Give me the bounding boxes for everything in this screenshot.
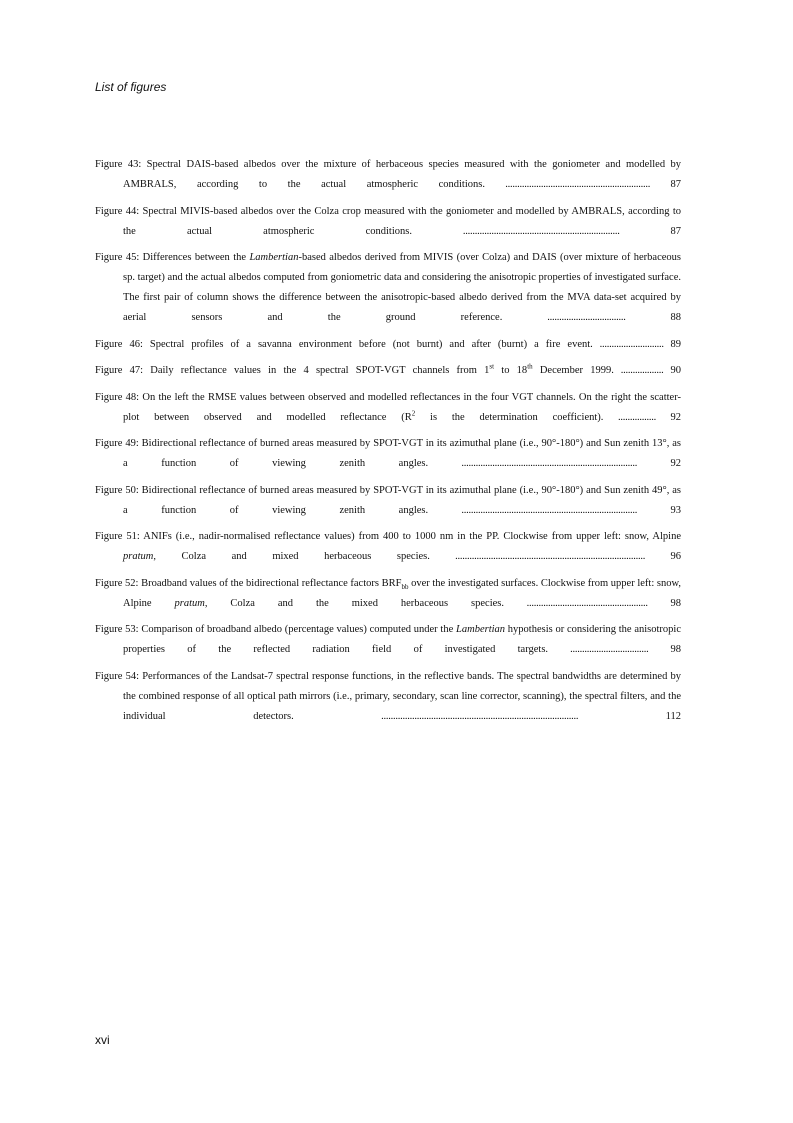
entry-italic-term: pratum	[174, 597, 205, 609]
entry-page-number: 98	[670, 597, 681, 609]
entry-page-number: 98	[670, 644, 681, 655]
dot-leader: ................	[603, 411, 671, 423]
dot-leader: ...........................	[592, 338, 671, 350]
entry-text: Figure 54: Performances of the Landsat-7 spectral response functions, in the reflective bands. The spectral bandwidths are determined by the combined response of all optical path mirrors (i.e., primary, secondary, scan line corrector, scanning), the spectral filters, and the individual detectors.	[95, 670, 681, 722]
entry-text: Figure 48: On the left the RMSE values between observed and modelled reflectances in the four VGT channels. On the right the scatter-plot between observed and modelled reflectance (R	[95, 391, 681, 423]
entry-subscript: bb	[401, 582, 409, 591]
entry-page-number: 96	[670, 551, 681, 562]
dot-leader: ...................................................................................	[293, 710, 666, 722]
toc-entry-figure-50[interactable]	[95, 481, 681, 521]
entry-page-number: 93	[670, 504, 681, 516]
entry-text: Figure 46: Spectral profiles of a savanna environment before (not burnt) and after (burnt) a fire event.	[95, 338, 593, 350]
dot-leader: .................................	[502, 312, 671, 323]
entry-text: Figure 43: Spectral DAIS-based albedos over the mixture of herbaceous species measured with the goniometer and modelled by AMBRALS, according to the actual atmospheric conditions.	[95, 159, 681, 190]
running-header: List of figures	[95, 80, 167, 94]
entry-text: Figure 47: Daily reflectance values in the 4 spectral SPOT-VGT channels from 1	[95, 365, 490, 376]
toc-entry-figure-44[interactable]	[95, 202, 681, 242]
entry-page-number: 88	[670, 312, 681, 323]
entry-page-number: 87	[670, 225, 681, 237]
entry-text: Figure 45: Differences between the	[95, 252, 247, 263]
dot-leader: ..........................................................................	[428, 458, 671, 469]
entry-text: hypothesis or considering the anisotropic properties of the reflected radiation field of investigated targets.	[123, 624, 681, 655]
entry-text: Figure 49: Bidirectional reflectance of burned areas measured by SPOT-VGT in its azimuthal plane (i.e., 90°-180°) and Sun zenith 13°, as a function of viewing zenith angles.	[95, 438, 681, 469]
toc-entry-figure-43[interactable]	[95, 155, 681, 195]
entry-text: Figure 44: Spectral MIVIS-based albedos over the Colza crop measured with the goniometer and modelled by AMBRALS, according to the actual atmospheric conditions.	[95, 205, 681, 237]
entry-text: Figure 53: Comparison of broadband albedo (percentage values) computed under the	[95, 624, 457, 635]
entry-text: Figure 51: ANIFs (i.e., nadir-normalised reflectance values) from 400 to 1000 nm in the PP. Clockwise from upper left: snow, Alpine	[95, 531, 681, 542]
entry-text: -based albedos derived from MIVIS (over Colza) and DAIS (over mixture of herbaceous sp. target) and the actual albedos computed from goniometric data and considering the anisotropic properties of investigated surface. The first pair of column shows the difference between the anisotropic-based albedo derived from the MVA data-set acquired by aerial sensors and the ground reference.	[123, 252, 681, 323]
entry-text: , Colza and mixed herbaceous species.	[153, 551, 430, 562]
entry-text: December 1999.	[532, 365, 614, 376]
entry-page-number: 89	[670, 338, 682, 350]
entry-text: is the determination coefficient).	[415, 411, 604, 423]
dot-leader: ...................................................	[504, 597, 671, 609]
entry-text: to 18	[494, 365, 528, 376]
toc-entry-figure-54[interactable]	[95, 667, 681, 727]
toc-entry-figure-52[interactable]	[95, 574, 681, 614]
toc-entry-figure-46[interactable]	[95, 335, 681, 355]
entry-text: over the investigated surfaces. Clockwise from upper left: snow, Alpine	[123, 577, 681, 609]
entry-text: Figure 52: Broadband values of the bidirectional reflectance factors BRF	[95, 577, 402, 589]
entry-text: Figure 50: Bidirectional reflectance of burned areas measured by SPOT-VGT in its azimuthal plane (i.e., 90°-180°) and Sun zenith 49°, as a function of viewing zenith angles.	[95, 484, 681, 516]
dot-leader: .............................................................	[484, 179, 671, 190]
entry-page-number: 92	[670, 458, 681, 469]
entry-page-number: 87	[670, 179, 681, 190]
toc-entry-figure-45[interactable]	[95, 248, 681, 328]
entry-page-number: 90	[670, 365, 681, 376]
toc-entry-figure-49[interactable]	[95, 434, 681, 474]
dot-leader: ..........................................................................	[428, 504, 671, 516]
dot-leader: ..................	[613, 365, 671, 376]
dot-leader: .................................	[548, 644, 671, 655]
entry-superscript: 2	[411, 409, 416, 417]
entry-italic-term: Lambertian	[456, 624, 506, 635]
entry-page-number: 92	[670, 411, 681, 423]
entry-italic-term: Lambertian	[249, 252, 299, 263]
entry-page-number: 112	[665, 710, 681, 722]
dot-leader: ..................................................................	[411, 225, 671, 237]
entry-superscript: st	[489, 362, 495, 371]
entry-italic-term: pratum	[123, 551, 154, 562]
page-number: xvi	[95, 1033, 110, 1047]
toc-entry-figure-51[interactable]	[95, 527, 681, 567]
entry-superscript: th	[527, 362, 533, 371]
dot-leader: ................................................................................	[429, 551, 671, 562]
toc-entry-figure-48[interactable]	[95, 388, 681, 428]
toc-entry-figure-53[interactable]	[95, 620, 681, 660]
entry-text: , Colza and the mixed herbaceous species.	[204, 597, 504, 609]
toc-entry-figure-47[interactable]	[95, 361, 681, 381]
list-of-figures	[95, 155, 681, 733]
